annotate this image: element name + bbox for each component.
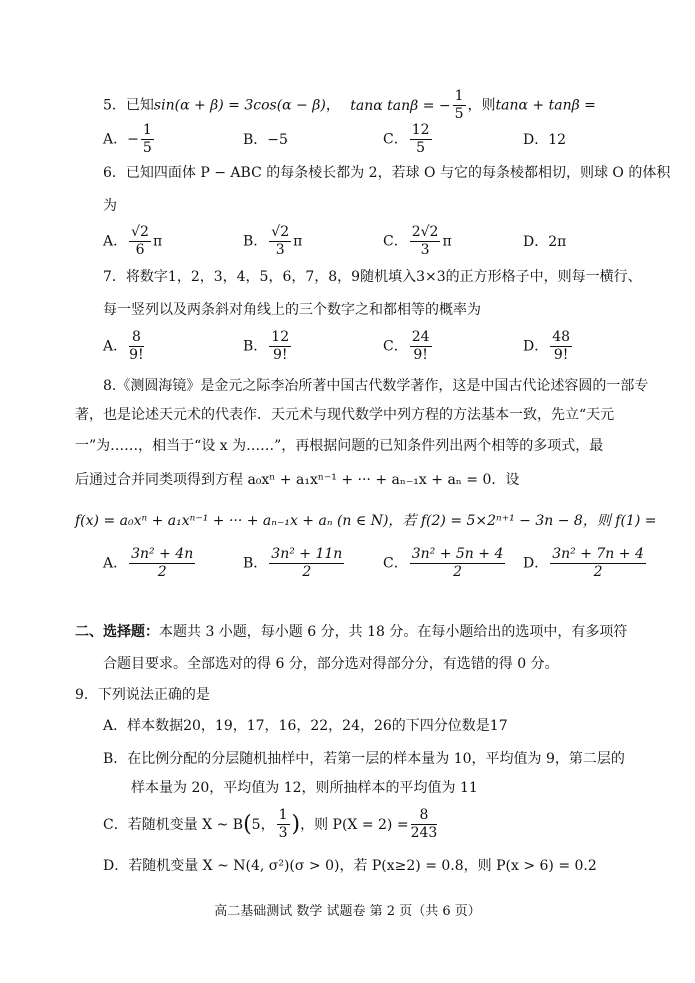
q7-stem-line2: 每一竖列以及两条斜对角线上的三个数字之和都相等的概率为 [103,302,481,318]
option-label: B． [243,132,268,148]
close-paren: ) [291,811,301,837]
q9-option-b-line1[interactable]: B．在比例分配的分层随机抽样中，若第一层的样本量为 10，平均值为 9，第二层的 [103,751,625,767]
q5-fraction [453,88,466,123]
q6-option-c[interactable] [383,224,452,259]
option-fraction [129,224,151,259]
option-c-n: 5， [251,816,275,833]
frac-num: 1 [278,807,288,823]
frac-num: 3n² + 7n + 4 [552,546,644,562]
option-label: B． [243,555,268,572]
section-2-title: 二、选择题： [75,624,159,640]
frac-num: √2 [131,224,149,240]
option-fraction [410,224,441,259]
option-c-text: C．若随机变量 X ~ B [103,816,244,833]
option-fraction [410,546,506,581]
q5-option-c[interactable] [383,122,434,157]
q7-option-b[interactable] [243,329,293,364]
q6-option-b[interactable] [243,224,302,259]
option-c-fraction [277,807,290,842]
option-value: 2π [548,234,567,250]
frac-den: 5 [416,140,426,156]
frac-den: 2 [453,564,462,580]
option-label: B． [243,233,268,250]
option-pi: π [442,233,452,250]
q5-question: tanα + tanβ = [495,97,596,114]
option-value: 12 [548,132,567,148]
option-label: C． [383,555,408,572]
frac-num: 12 [271,329,290,345]
option-fraction [269,546,344,581]
frac-num: √2 [271,224,290,240]
option-value: −5 [267,132,288,148]
q5-equation-2: tanα tanβ = − [350,97,451,114]
frac-den: 3 [420,242,430,258]
q8-option-a[interactable] [103,546,197,581]
q5-equation-1: sin(α + β) = 3cos(α − β) [153,97,326,114]
frac-den: 3 [278,825,288,841]
q7-option-c[interactable] [383,329,434,364]
option-label: D． [523,555,549,572]
q5-then: ，则 [467,97,496,114]
option-label: C． [383,233,408,250]
q7-stem-line1: 7．将数字1，2，3，4，5，6，7，8，9随机填入3×3的正方形格子中，则每一横行、 [103,269,642,285]
frac-num: 24 [411,329,430,345]
q8-option-b[interactable] [243,546,346,581]
option-label: D． [523,338,549,355]
open-paren: ( [243,811,252,837]
frac-num: 48 [552,329,571,345]
option-label: D． [523,132,549,148]
option-fraction [550,329,572,364]
frac-den: 9! [129,347,144,363]
frac-num: 2√2 [411,224,439,240]
section-2-text: 本题共 3 小题，每小题 6 分，共 18 分。在每小题给出的选项中，有多项符 [159,624,628,640]
option-label: A． [103,233,128,250]
option-fraction [410,122,432,157]
frac-num: 1 [142,122,152,138]
option-c-answer [411,807,438,842]
q6-stem-line1: 6．已知四面体 P − ABC 的每条棱长都为 2，若球 O 与它的每条棱都相切，则球 O 的体积 [103,165,671,181]
frac-den: 2 [593,564,603,580]
option-fraction [269,224,291,259]
frac-num: 3n² + 5n + 4 [411,546,504,562]
q6-stem-line2: 为 [103,198,117,214]
option-fraction [129,329,144,364]
page-footer: 高二基础测试 数学 试题卷 第 2 页（共 6 页） [214,904,481,919]
q9-stem: 9．下列说法正确的是 [75,687,210,703]
q5-stem [103,88,596,123]
q5-option-a[interactable] [103,122,156,157]
q5-frac-num: 1 [454,88,464,104]
q5-option-b[interactable] [243,131,288,149]
q6-option-d[interactable] [523,233,566,251]
option-fraction [550,546,646,581]
q8-option-d[interactable] [523,546,648,581]
frac-den: 9! [272,347,288,363]
frac-den: 6 [135,242,145,258]
frac-den: 2 [157,564,167,580]
frac-den: 5 [142,140,152,156]
frac-num: 8 [129,329,144,347]
q8-stem-line1: 8.《测圆海镜》是金元之际李冶所著中国古代数学著作，这是中国古代论述容圆的一部专 [103,378,649,394]
section-2-header [75,622,627,642]
q8-stem-line4: 后通过合并同类项得到方程 a₀xⁿ + a₁xⁿ⁻¹ + ··· + aₙ₋₁x + aₙ = 0．设 [75,472,520,488]
q5-text: 5．已知 [103,97,154,114]
option-fraction [410,329,432,364]
frac-num: 3n² + 11n [271,546,343,562]
q9-option-c[interactable] [103,807,439,842]
frac-num: 8 [411,807,438,825]
option-pi: π [152,233,163,250]
option-label: C． [383,131,408,148]
option-c-prob: ，则 P(X = 2) = [300,816,409,833]
q5-comma: ， [325,97,340,114]
frac-num: 12 [411,122,430,138]
q5-option-d[interactable] [523,131,566,149]
frac-num: 3n² + 4n [131,546,194,562]
q9-option-a[interactable]: A．样本数据20，19，17，16，22，24，26的下四分位数是17 [103,718,508,734]
option-fraction [129,546,195,581]
frac-den: 243 [410,825,438,841]
section-2-line2: 合题目要求。全部选对的得 6 分，部分选对得部分分，有选错的得 0 分。 [103,656,559,672]
q8-stem-line3: 一”为……，相当于“设 x 为……”，再根据问题的已知条件列出两个相等的多项式，最 [75,438,604,454]
frac-den: 9! [553,347,569,363]
frac-den: 3 [275,242,285,258]
q9-option-b-line2: 样本量为 20，平均值为 12，则所抽样本的平均值为 11 [131,780,478,796]
q5-frac-den: 5 [454,106,464,122]
option-fraction [269,329,291,364]
option-label: A． [103,131,128,148]
option-label: A． [103,338,128,355]
q8-stem-line5: f(x) = a₀xⁿ + a₁xⁿ⁻¹ + ··· + aₙ₋₁x + aₙ (n ∈ N)，若 f(2) = 5×2ⁿ⁺¹ − 3n − 8，则 f(1) = [75,513,657,529]
option-label: C． [383,338,408,355]
option-label: B． [243,338,268,355]
q8-option-c[interactable] [383,546,507,581]
q8-stem-line2: 著，也是论述天元术的代表作．天元术与现代数学中列方程的方法基本一致，先立“天元 [75,407,615,423]
option-fraction [141,122,154,157]
frac-den: 2 [302,564,312,580]
option-pi: π [293,233,303,250]
option-sign: − [127,131,139,148]
q7-option-d[interactable] [523,329,574,364]
q7-option-a[interactable] [103,329,146,364]
frac-den: 9! [413,347,428,363]
option-label: D． [523,234,549,250]
option-label: A． [103,555,128,572]
q6-option-a[interactable] [103,224,162,259]
q9-option-d[interactable]: D．若随机变量 X ~ N(4, σ²)(σ > 0)，若 P(x≥2) = 0.8，则 P(x > 6) = 0.2 [103,858,597,874]
